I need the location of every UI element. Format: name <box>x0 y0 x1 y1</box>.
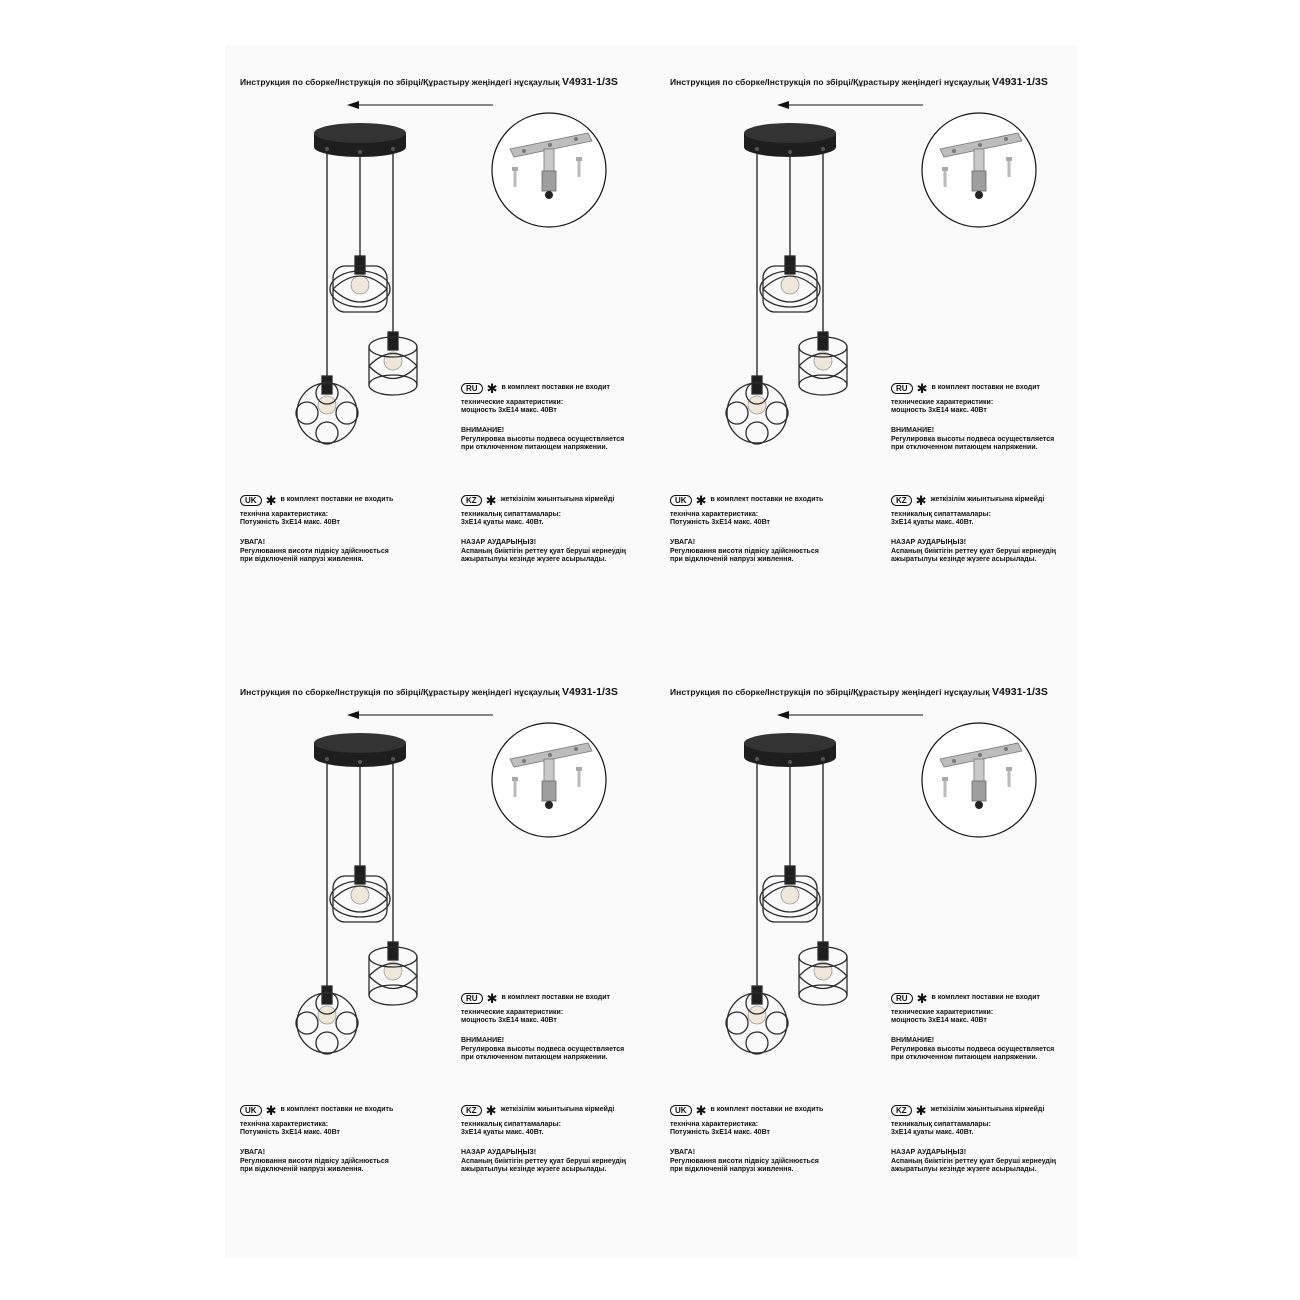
warning-text: Аспаның биіктігін реттеу қуат беруші кернеудің <box>891 1157 1057 1165</box>
not-included-note: жеткізілім жиынтығына кірмейді <box>930 496 1045 504</box>
arrow-left-icon <box>775 97 925 113</box>
arrow-left-icon <box>345 97 495 113</box>
warning-text: Регулювання висоти підвісу здійснюється <box>240 1157 389 1165</box>
spec-title: технічна характеристика: <box>240 1121 329 1128</box>
kz-badge: KZ <box>891 1105 912 1116</box>
panel-title <box>240 76 618 88</box>
asterisk-icon: ✱ <box>485 1103 497 1118</box>
warning-text: Регулювання висоти підвісу здійснюється <box>670 1157 819 1165</box>
instruction-panel <box>655 655 1085 1255</box>
cage-shade-icon <box>760 256 820 312</box>
warning-title: УВАГА! <box>240 539 266 547</box>
title-text: Инструкция по сборке/Інструкція по збірці/Құрастыру жеңіндегі нұсқаулық <box>670 77 990 87</box>
title-text: Инструкция по сборке/Інструкція по збірці/Құрастыру жеңіндегі нұсқаулық <box>240 687 560 697</box>
cage-shade-icon <box>760 866 820 922</box>
spec-title: техникалық сипаттамалары: <box>891 1121 991 1128</box>
ru-section <box>461 993 624 1062</box>
instruction-panel <box>225 655 655 1255</box>
spec-value: Потужність 3хЕ14 макс. 40Вт <box>670 1129 770 1137</box>
not-included-note: в комплект поставки не входить <box>710 1106 824 1114</box>
warning-text: Регулировка высоты подвеса осуществляется <box>461 1045 625 1053</box>
asterisk-icon: ✱ <box>916 381 928 396</box>
asterisk-icon: ✱ <box>265 493 277 508</box>
warning-title: УВАГА! <box>670 539 696 547</box>
spec-value: Потужність 3хЕ14 макс. 40Вт <box>670 519 770 527</box>
panel-title <box>240 686 618 698</box>
kz-section <box>461 1105 626 1174</box>
title-text: Инструкция по сборке/Інструкція по збірці/Құрастыру жеңіндегі нұсқаулық <box>240 77 560 87</box>
ru-section <box>891 993 1054 1062</box>
spec-title: технічна характеристика: <box>240 511 329 518</box>
not-included-note: в комплект поставки не входит <box>501 384 610 392</box>
uk-badge: UK <box>670 495 692 506</box>
kz-badge: KZ <box>461 1105 482 1116</box>
spec-value: мощность 3хЕ14 макс. 40Вт <box>461 407 557 415</box>
kz-section <box>891 1105 1056 1174</box>
asterisk-icon: ✱ <box>695 493 707 508</box>
spec-value: мощность 3хЕ14 макс. 40Вт <box>461 1017 557 1025</box>
warning-text: при отключенном питающем напряжении. <box>891 1053 1038 1061</box>
canopy-icon <box>744 123 836 157</box>
cage-shade-icon <box>330 866 390 922</box>
arrow-left-icon <box>775 707 925 723</box>
instruction-panel <box>655 45 1085 645</box>
model-number: V4931-1/3S <box>561 686 618 698</box>
ru-badge: RU <box>461 383 483 394</box>
warning-text: Регулировка высоты подвеса осуществляется <box>891 1045 1055 1053</box>
uk-badge: UK <box>670 1105 692 1116</box>
spec-title: технические характеристики: <box>891 399 994 406</box>
warning-text: ажыратылуы кезінде жүзеге асырылады. <box>461 555 607 563</box>
spec-value: 3хЕ14 қуаты макс. 40Вт. <box>891 1129 974 1137</box>
ru-badge: RU <box>461 993 483 1004</box>
uk-section <box>240 1105 393 1174</box>
warning-text: при отключенном питающем напряжении. <box>461 1053 608 1061</box>
warning-text: при відключеній напрузі живлення. <box>670 1165 794 1173</box>
spec-title: технічна характеристика: <box>670 1121 759 1128</box>
uk-section <box>670 1105 823 1174</box>
asterisk-icon: ✱ <box>265 1103 277 1118</box>
warning-text: при відключеній напрузі живлення. <box>670 555 794 563</box>
warning-text: Регулювання висоти підвісу здійснюється <box>670 547 819 555</box>
not-included-note: в комплект поставки не входить <box>710 496 824 504</box>
instruction-sheet <box>225 45 1077 1257</box>
not-included-note: жеткізілім жиынтығына кірмейді <box>500 496 615 504</box>
warning-text: при відключеній напрузі живлення. <box>240 1165 364 1173</box>
warning-title: ВНИМАНИЕ! <box>461 1037 505 1045</box>
kz-badge: KZ <box>461 495 482 506</box>
asterisk-icon: ✱ <box>915 493 927 508</box>
ru-badge: RU <box>891 993 913 1004</box>
panel-title <box>670 76 1048 88</box>
warning-title: УВАГА! <box>670 1149 696 1157</box>
warning-title: ВНИМАНИЕ! <box>891 427 935 435</box>
warning-text: ажыратылуы кезінде жүзеге асырылады. <box>891 1165 1037 1173</box>
spec-value: мощность 3хЕ14 макс. 40Вт <box>891 1017 987 1025</box>
pendant-lamp-illustration <box>695 733 885 1078</box>
not-included-note: жеткізілім жиынтығына кірмейді <box>930 1106 1045 1114</box>
warning-title: ВНИМАНИЕ! <box>461 427 505 435</box>
spec-title: технические характеристики: <box>461 1009 564 1016</box>
not-included-note: жеткізілім жиынтығына кірмейді <box>500 1106 615 1114</box>
pendant-lamp-illustration <box>695 123 885 468</box>
asterisk-icon: ✱ <box>916 991 928 1006</box>
not-included-note: в комплект поставки не входить <box>280 1106 394 1114</box>
ru-section <box>461 383 624 452</box>
model-number: V4931-1/3S <box>991 686 1048 698</box>
uk-badge: UK <box>240 1105 262 1116</box>
spec-value: 3хЕ14 қуаты макс. 40Вт. <box>891 519 974 527</box>
warning-text: Регулировка высоты подвеса осуществляется <box>461 435 625 443</box>
warning-title: УВАГА! <box>240 1149 266 1157</box>
cage-shade-icon <box>799 942 847 1005</box>
not-included-note: в комплект поставки не входить <box>280 496 394 504</box>
not-included-note: в комплект поставки не входит <box>501 994 610 1002</box>
spec-title: техникалық сипаттамалары: <box>461 1121 561 1128</box>
warning-text: Регулювання висоти підвісу здійснюється <box>240 547 389 555</box>
spec-value: Потужність 3хЕ14 макс. 40Вт <box>240 519 340 527</box>
ru-section <box>891 383 1054 452</box>
warning-text: ажыратылуы кезінде жүзеге асырылады. <box>891 555 1037 563</box>
ru-badge: RU <box>891 383 913 394</box>
kz-badge: KZ <box>891 495 912 506</box>
instruction-panel <box>225 45 655 645</box>
spec-title: техникалық сипаттамалары: <box>461 511 561 518</box>
warning-title: ВНИМАНИЕ! <box>891 1037 935 1045</box>
asterisk-icon: ✱ <box>485 493 497 508</box>
kz-section <box>891 495 1056 564</box>
canopy-icon <box>314 123 406 157</box>
mounting-bracket-detail <box>920 111 1038 229</box>
canopy-icon <box>314 733 406 767</box>
cage-shade-icon <box>330 256 390 312</box>
spec-title: техникалық сипаттамалары: <box>891 511 991 518</box>
cage-shade-icon <box>296 376 358 444</box>
canopy-icon <box>744 733 836 767</box>
warning-title: НАЗАР АУДАРЫҢЫЗ! <box>461 539 537 547</box>
cage-shade-icon <box>369 942 417 1005</box>
arrow-left-icon <box>345 707 495 723</box>
pendant-lamp-illustration <box>265 123 455 468</box>
spec-value: Потужність 3хЕ14 макс. 40Вт <box>240 1129 340 1137</box>
warning-text: при отключенном питающем напряжении. <box>461 443 608 451</box>
mounting-bracket-detail <box>920 721 1038 839</box>
warning-title: НАЗАР АУДАРЫҢЫЗ! <box>891 539 967 547</box>
asterisk-icon: ✱ <box>915 1103 927 1118</box>
spec-value: мощность 3хЕ14 макс. 40Вт <box>891 407 987 415</box>
warning-text: Аспаның биіктігін реттеу қуат беруші кернеудің <box>461 1157 627 1165</box>
model-number: V4931-1/3S <box>991 76 1048 88</box>
cage-shade-icon <box>726 376 788 444</box>
uk-badge: UK <box>240 495 262 506</box>
uk-section <box>670 495 823 564</box>
spec-value: 3хЕ14 қуаты макс. 40Вт. <box>461 1129 544 1137</box>
cage-shade-icon <box>726 986 788 1054</box>
model-number: V4931-1/3S <box>561 76 618 88</box>
cage-shade-icon <box>369 332 417 395</box>
mounting-bracket-detail <box>490 721 608 839</box>
warning-text: при відключеній напрузі живлення. <box>240 555 364 563</box>
pendant-lamp-illustration <box>265 733 455 1078</box>
not-included-note: в комплект поставки не входит <box>931 384 1040 392</box>
spec-title: технические характеристики: <box>461 399 564 406</box>
warning-text: при отключенном питающем напряжении. <box>891 443 1038 451</box>
cage-shade-icon <box>296 986 358 1054</box>
uk-section <box>240 495 393 564</box>
not-included-note: в комплект поставки не входит <box>931 994 1040 1002</box>
spec-title: технічна характеристика: <box>670 511 759 518</box>
mounting-bracket-detail <box>490 111 608 229</box>
warning-text: ажыратылуы кезінде жүзеге асырылады. <box>461 1165 607 1173</box>
warning-title: НАЗАР АУДАРЫҢЫЗ! <box>891 1149 967 1157</box>
asterisk-icon: ✱ <box>486 991 498 1006</box>
spec-title: технические характеристики: <box>891 1009 994 1016</box>
warning-text: Аспаның биіктігін реттеу қуат беруші кернеудің <box>461 547 627 555</box>
asterisk-icon: ✱ <box>486 381 498 396</box>
panel-title <box>670 686 1048 698</box>
cage-shade-icon <box>799 332 847 395</box>
warning-text: Аспаның биіктігін реттеу қуат беруші кернеудің <box>891 547 1057 555</box>
warning-title: НАЗАР АУДАРЫҢЫЗ! <box>461 1149 537 1157</box>
asterisk-icon: ✱ <box>695 1103 707 1118</box>
spec-value: 3хЕ14 қуаты макс. 40Вт. <box>461 519 544 527</box>
title-text: Инструкция по сборке/Інструкція по збірці/Құрастыру жеңіндегі нұсқаулық <box>670 687 990 697</box>
warning-text: Регулировка высоты подвеса осуществляется <box>891 435 1055 443</box>
kz-section <box>461 495 626 564</box>
